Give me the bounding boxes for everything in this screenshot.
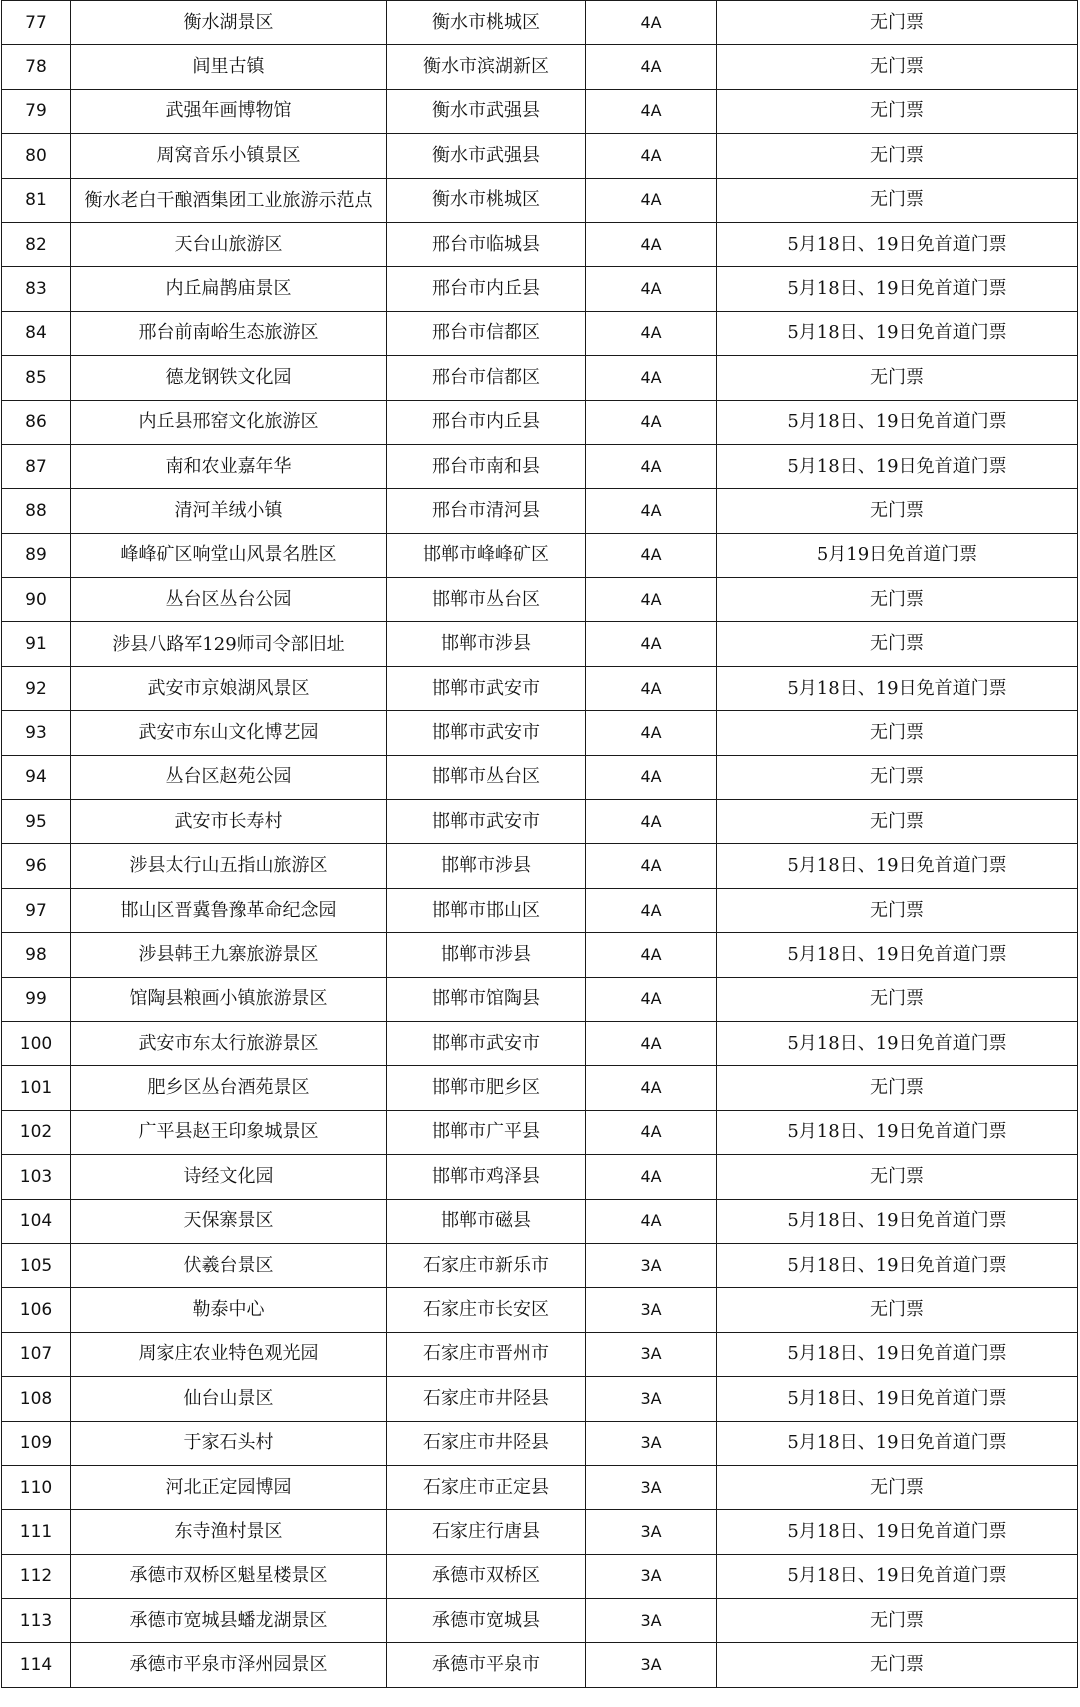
location-cell: 邯郸市鸡泽县 [387,1155,586,1199]
table-row [2,444,1078,488]
table-row [2,533,1078,577]
row-number-cell: 91 [2,622,71,666]
table-row [2,45,1078,89]
table-row [2,755,1078,799]
location-cell: 石家庄市长安区 [387,1288,586,1332]
table-row [2,222,1078,266]
scenic-name-cell: 周窝音乐小镇景区 [71,134,387,178]
row-number-cell: 104 [2,1199,71,1243]
ticket-policy-cell: 5月18日、19日免首道门票 [717,400,1078,444]
location-cell: 邢台市信都区 [387,311,586,355]
grade-cell: 4A [586,1110,717,1154]
location-cell: 邯郸市邯山区 [387,888,586,932]
row-number-cell: 78 [2,45,71,89]
row-number-cell: 112 [2,1554,71,1598]
ticket-policy-cell: 5月18日、19日免首道门票 [717,933,1078,977]
table-row [2,1332,1078,1376]
ticket-policy-cell: 5月18日、19日免首道门票 [717,1377,1078,1421]
table-row [2,356,1078,400]
scenic-name-cell: 承德市宽城县蟠龙湖景区 [71,1599,387,1643]
table-row [2,622,1078,666]
scenic-name-cell: 武安市东太行旅游景区 [71,1021,387,1065]
grade-cell: 3A [586,1421,717,1465]
ticket-policy-cell: 5月18日、19日免首道门票 [717,1199,1078,1243]
table-row [2,933,1078,977]
grade-cell: 4A [586,311,717,355]
location-cell: 邯郸市武安市 [387,800,586,844]
scenic-name-cell: 肥乡区丛台酒苑景区 [71,1066,387,1110]
row-number-cell: 99 [2,977,71,1021]
table-row [2,666,1078,710]
row-number-cell: 82 [2,222,71,266]
table-row [2,400,1078,444]
scenic-name-cell: 衡水湖景区 [71,1,387,45]
row-number-cell: 92 [2,666,71,710]
ticket-policy-cell: 无门票 [717,977,1078,1021]
table-row [2,1,1078,45]
grade-cell: 4A [586,356,717,400]
ticket-policy-cell: 无门票 [717,622,1078,666]
table-row [2,1643,1078,1687]
row-number-cell: 110 [2,1465,71,1509]
location-cell: 邯郸市磁县 [387,1199,586,1243]
location-cell: 衡水市桃城区 [387,178,586,222]
row-number-cell: 93 [2,711,71,755]
scenic-name-cell: 峰峰矿区响堂山风景名胜区 [71,533,387,577]
grade-cell: 3A [586,1243,717,1287]
grade-cell: 4A [586,444,717,488]
grade-cell: 4A [586,666,717,710]
scenic-name-cell: 馆陶县粮画小镇旅游景区 [71,977,387,1021]
location-cell: 承德市平泉市 [387,1643,586,1687]
ticket-policy-cell: 5月18日、19日免首道门票 [717,267,1078,311]
grade-cell: 4A [586,89,717,133]
scenic-name-cell: 天保寨景区 [71,1199,387,1243]
row-number-cell: 113 [2,1599,71,1643]
row-number-cell: 77 [2,1,71,45]
grade-cell: 3A [586,1510,717,1554]
location-cell: 邯郸市丛台区 [387,755,586,799]
table-row [2,267,1078,311]
ticket-policy-cell: 无门票 [717,711,1078,755]
table-row [2,1288,1078,1332]
grade-cell: 4A [586,1,717,45]
scenic-name-cell: 内丘扁鹊庙景区 [71,267,387,311]
grade-cell: 3A [586,1288,717,1332]
location-cell: 邯郸市涉县 [387,933,586,977]
location-cell: 邢台市内丘县 [387,267,586,311]
row-number-cell: 89 [2,533,71,577]
ticket-policy-cell: 5月18日、19日免首道门票 [717,1554,1078,1598]
scenic-name-cell: 武强年画博物馆 [71,89,387,133]
ticket-policy-cell: 5月18日、19日免首道门票 [717,1021,1078,1065]
scenic-name-cell: 承德市平泉市泽州园景区 [71,1643,387,1687]
table-body [2,1,1078,1688]
location-cell: 衡水市武强县 [387,134,586,178]
location-cell: 邯郸市肥乡区 [387,1066,586,1110]
row-number-cell: 96 [2,844,71,888]
location-cell: 石家庄市井陉县 [387,1421,586,1465]
scenic-name-cell: 承德市双桥区魁星楼景区 [71,1554,387,1598]
table-row [2,311,1078,355]
ticket-policy-cell: 无门票 [717,489,1078,533]
location-cell: 邯郸市馆陶县 [387,977,586,1021]
grade-cell: 4A [586,578,717,622]
row-number-cell: 86 [2,400,71,444]
table-row [2,1554,1078,1598]
location-cell: 邢台市临城县 [387,222,586,266]
grade-cell: 4A [586,533,717,577]
location-cell: 邯郸市涉县 [387,622,586,666]
scenic-spot-table [1,0,1078,1688]
location-cell: 石家庄市正定县 [387,1465,586,1509]
table-row [2,800,1078,844]
location-cell: 邯郸市武安市 [387,1021,586,1065]
scenic-name-cell: 武安市京娘湖风景区 [71,666,387,710]
scenic-name-cell: 于家石头村 [71,1421,387,1465]
ticket-policy-cell: 5月18日、19日免首道门票 [717,844,1078,888]
scenic-name-cell: 周家庄农业特色观光园 [71,1332,387,1376]
scenic-name-cell: 邢台前南峪生态旅游区 [71,311,387,355]
row-number-cell: 83 [2,267,71,311]
scenic-name-cell: 河北正定园博园 [71,1465,387,1509]
grade-cell: 4A [586,400,717,444]
row-number-cell: 88 [2,489,71,533]
grade-cell: 4A [586,711,717,755]
row-number-cell: 90 [2,578,71,622]
scenic-name-cell: 涉县韩王九寨旅游景区 [71,933,387,977]
table-row [2,1243,1078,1287]
location-cell: 邯郸市峰峰矿区 [387,533,586,577]
grade-cell: 4A [586,45,717,89]
ticket-policy-cell: 无门票 [717,178,1078,222]
grade-cell: 4A [586,888,717,932]
ticket-policy-cell: 5月18日、19日免首道门票 [717,444,1078,488]
row-number-cell: 80 [2,134,71,178]
scenic-name-cell: 东寺渔村景区 [71,1510,387,1554]
scenic-name-cell: 德龙钢铁文化园 [71,356,387,400]
ticket-policy-cell: 无门票 [717,1066,1078,1110]
location-cell: 衡水市武强县 [387,89,586,133]
table-row [2,1377,1078,1421]
scenic-name-cell: 闾里古镇 [71,45,387,89]
scenic-name-cell: 邯山区晋冀鲁豫革命纪念园 [71,888,387,932]
row-number-cell: 85 [2,356,71,400]
ticket-policy-cell: 5月18日、19日免首道门票 [717,1421,1078,1465]
table-row [2,844,1078,888]
scenic-name-cell: 武安市长寿村 [71,800,387,844]
row-number-cell: 105 [2,1243,71,1287]
location-cell: 邢台市清河县 [387,489,586,533]
scenic-name-cell: 衡水老白干酿酒集团工业旅游示范点 [71,178,387,222]
grade-cell: 4A [586,933,717,977]
scenic-name-cell: 涉县太行山五指山旅游区 [71,844,387,888]
ticket-policy-cell: 无门票 [717,1643,1078,1687]
ticket-policy-cell: 5月18日、19日免首道门票 [717,222,1078,266]
scenic-name-cell: 天台山旅游区 [71,222,387,266]
ticket-policy-cell: 无门票 [717,888,1078,932]
table-row [2,178,1078,222]
scenic-name-cell: 南和农业嘉年华 [71,444,387,488]
location-cell: 邢台市内丘县 [387,400,586,444]
row-number-cell: 97 [2,888,71,932]
grade-cell: 4A [586,222,717,266]
ticket-policy-cell: 5月18日、19日免首道门票 [717,666,1078,710]
grade-cell: 4A [586,622,717,666]
row-number-cell: 114 [2,1643,71,1687]
table-row [2,578,1078,622]
scenic-name-cell: 内丘县邢窑文化旅游区 [71,400,387,444]
row-number-cell: 101 [2,1066,71,1110]
scenic-name-cell: 仙台山景区 [71,1377,387,1421]
ticket-policy-cell: 无门票 [717,755,1078,799]
table-row [2,489,1078,533]
ticket-policy-cell: 5月18日、19日免首道门票 [717,1332,1078,1376]
grade-cell: 3A [586,1332,717,1376]
row-number-cell: 79 [2,89,71,133]
ticket-policy-cell: 无门票 [717,1155,1078,1199]
grade-cell: 3A [586,1554,717,1598]
location-cell: 衡水市桃城区 [387,1,586,45]
row-number-cell: 94 [2,755,71,799]
location-cell: 邢台市信都区 [387,356,586,400]
ticket-policy-cell: 无门票 [717,1288,1078,1332]
table-row [2,711,1078,755]
row-number-cell: 108 [2,1377,71,1421]
row-number-cell: 106 [2,1288,71,1332]
table-row [2,1155,1078,1199]
ticket-policy-cell: 无门票 [717,578,1078,622]
ticket-policy-cell: 5月18日、19日免首道门票 [717,1243,1078,1287]
ticket-policy-cell: 无门票 [717,1,1078,45]
location-cell: 邯郸市广平县 [387,1110,586,1154]
location-cell: 邯郸市武安市 [387,711,586,755]
grade-cell: 4A [586,1199,717,1243]
table-row [2,134,1078,178]
scenic-name-cell: 勒泰中心 [71,1288,387,1332]
location-cell: 邢台市南和县 [387,444,586,488]
ticket-policy-cell: 无门票 [717,1465,1078,1509]
location-cell: 石家庄行唐县 [387,1510,586,1554]
ticket-policy-cell: 无门票 [717,356,1078,400]
ticket-policy-cell: 无门票 [717,1599,1078,1643]
row-number-cell: 87 [2,444,71,488]
table-row [2,1199,1078,1243]
row-number-cell: 100 [2,1021,71,1065]
row-number-cell: 102 [2,1110,71,1154]
table-row [2,888,1078,932]
ticket-policy-cell: 5月18日、19日免首道门票 [717,311,1078,355]
row-number-cell: 103 [2,1155,71,1199]
table-row [2,1021,1078,1065]
grade-cell: 3A [586,1377,717,1421]
grade-cell: 4A [586,1066,717,1110]
location-cell: 石家庄市新乐市 [387,1243,586,1287]
location-cell: 衡水市滨湖新区 [387,45,586,89]
ticket-policy-cell: 5月19日免首道门票 [717,533,1078,577]
ticket-policy-cell: 无门票 [717,800,1078,844]
grade-cell: 3A [586,1599,717,1643]
row-number-cell: 84 [2,311,71,355]
ticket-policy-cell: 5月18日、19日免首道门票 [717,1510,1078,1554]
location-cell: 邯郸市涉县 [387,844,586,888]
table-row [2,1110,1078,1154]
table-row [2,89,1078,133]
location-cell: 承德市宽城县 [387,1599,586,1643]
scenic-name-cell: 涉县八路军129师司令部旧址 [71,622,387,666]
row-number-cell: 111 [2,1510,71,1554]
scenic-name-cell: 伏羲台景区 [71,1243,387,1287]
row-number-cell: 109 [2,1421,71,1465]
location-cell: 石家庄市晋州市 [387,1332,586,1376]
grade-cell: 4A [586,800,717,844]
grade-cell: 3A [586,1643,717,1687]
grade-cell: 4A [586,134,717,178]
location-cell: 石家庄市井陉县 [387,1377,586,1421]
grade-cell: 4A [586,1155,717,1199]
scenic-name-cell: 武安市东山文化博艺园 [71,711,387,755]
location-cell: 邯郸市武安市 [387,666,586,710]
grade-cell: 4A [586,267,717,311]
grade-cell: 4A [586,977,717,1021]
row-number-cell: 107 [2,1332,71,1376]
scenic-name-cell: 广平县赵王印象城景区 [71,1110,387,1154]
scenic-name-cell: 丛台区赵苑公园 [71,755,387,799]
table-row [2,1066,1078,1110]
ticket-policy-cell: 无门票 [717,89,1078,133]
table-row [2,1599,1078,1643]
scenic-name-cell: 清河羊绒小镇 [71,489,387,533]
table-row [2,977,1078,1021]
scenic-name-cell: 丛台区丛台公园 [71,578,387,622]
table-row [2,1510,1078,1554]
grade-cell: 4A [586,178,717,222]
grade-cell: 4A [586,489,717,533]
ticket-policy-cell: 5月18日、19日免首道门票 [717,1110,1078,1154]
ticket-policy-cell: 无门票 [717,45,1078,89]
row-number-cell: 95 [2,800,71,844]
location-cell: 承德市双桥区 [387,1554,586,1598]
table-row [2,1465,1078,1509]
row-number-cell: 98 [2,933,71,977]
scenic-name-cell: 诗经文化园 [71,1155,387,1199]
grade-cell: 4A [586,844,717,888]
grade-cell: 3A [586,1465,717,1509]
grade-cell: 4A [586,1021,717,1065]
grade-cell: 4A [586,755,717,799]
table-row [2,1421,1078,1465]
location-cell: 邯郸市丛台区 [387,578,586,622]
ticket-policy-cell: 无门票 [717,134,1078,178]
row-number-cell: 81 [2,178,71,222]
